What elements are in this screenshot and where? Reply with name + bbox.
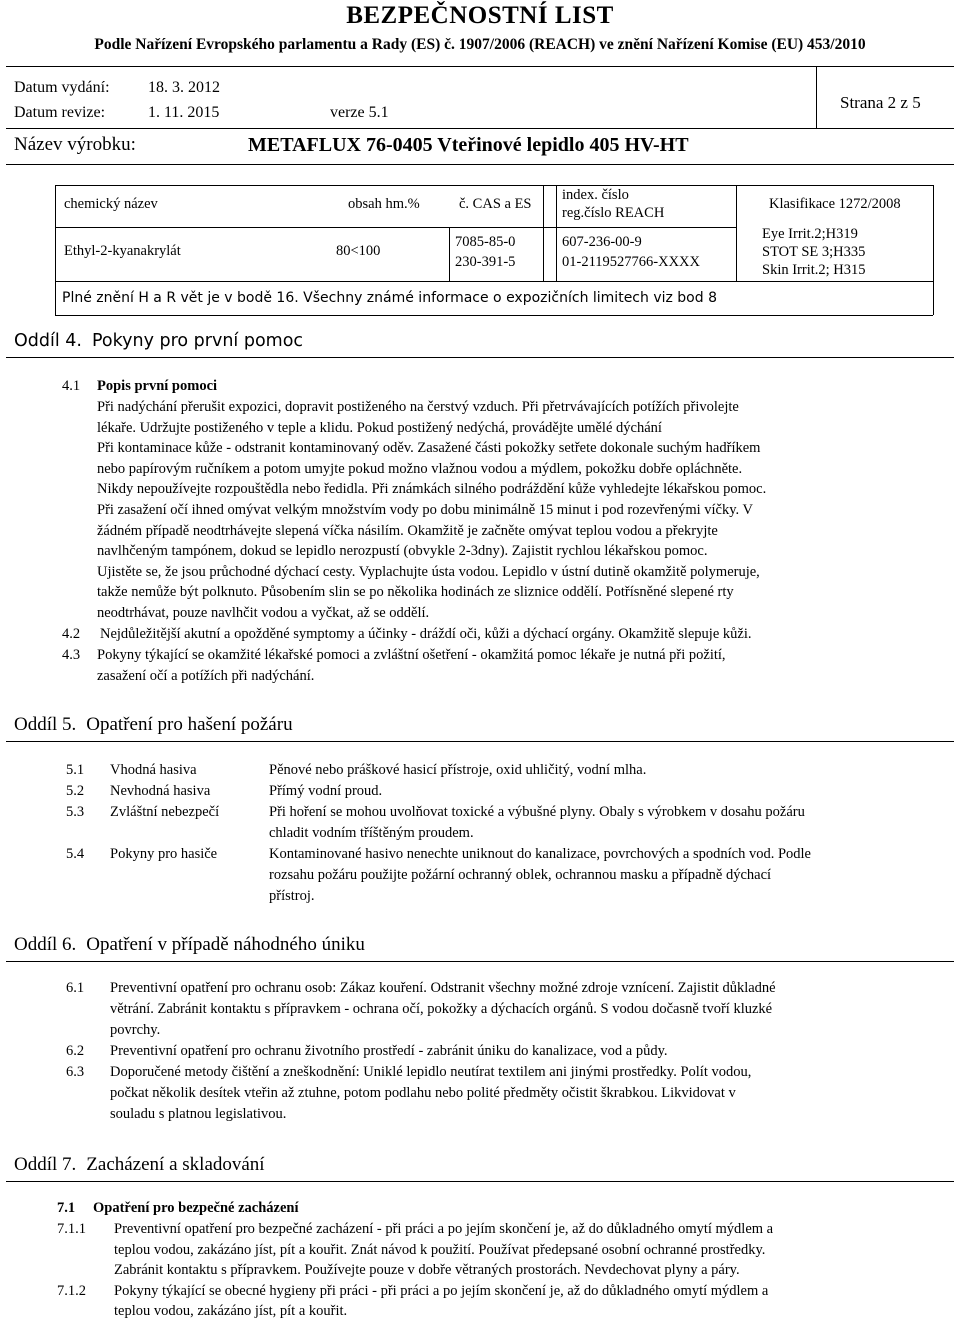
section-4-number: Oddíl 4. (14, 331, 82, 351)
subsection-7-1-number: 7.1 (57, 1200, 76, 1216)
handling-item-text: Zabránit kontaktu s přípravkem. Používejte pouze v dobře větraných prostorách. Nevdechovat plyny a páry. (114, 1262, 740, 1279)
subsection-4-3-line-1: Pokyny týkající se okamžité lékařské pomoci a zvláštní ošetření - okamžitá pomoc lékaře je nutná při požití, (97, 647, 726, 663)
fire-item-text: Při hoření se mohou uvolňovat toxické a výbušné plyny. Obaly s výrobkem v dosahu požáru (269, 804, 805, 820)
section-7-number: Oddíl 7. (14, 1154, 77, 1175)
fire-item-label: Zvláštní nebezpečí (110, 804, 220, 820)
first-aid-line: Při kontaminace kůže - odstranit kontaminovaný oděv. Zasažené části pokožky setřete dokonale suchým hadříkem (97, 440, 761, 457)
first-aid-line: žádném případě neodtrhávejte slepená víčka násilím. Okamžitě je začněte omývat teplou vodou a překryjte (97, 522, 718, 539)
cell-index-1: 607-236-00-9 (562, 234, 642, 250)
issue-date: 18. 3. 2012 (148, 79, 220, 96)
section-5-heading (14, 714, 293, 736)
cell-content: 80<100 (336, 243, 381, 259)
fire-item-text: Pěnové nebo práškové hasicí přístroje, oxid uhličitý, vodní mlha. (269, 762, 647, 778)
subsection-4-2-text: Nejdůležitější akutní a opožděné symptomy a účinky - dráždí oči, kůži a dýchací orgány. Okamžitě slepuje kůži. (100, 626, 752, 642)
first-aid-line: navlhčeným tampónem, dokud se lepidlo nerozpustí (obvykle 2-3dny). Zajistit rychlou lékařskou pomoc. (97, 543, 708, 560)
revision-date-label: Datum revize: (14, 104, 106, 121)
release-item-number: 6.3 (66, 1064, 85, 1080)
handling-item-text: Preventivní opatření pro bezpečné zacházení - při práci a po jejím skončení je, až do důkladného omytí mýdlem a (114, 1221, 774, 1237)
section-6-rule (6, 961, 954, 962)
section-7-rule (6, 1181, 954, 1182)
subsection-4-3-line-2: zasažení očí a potížích při nadýchání. (97, 668, 315, 684)
first-aid-line: takže nemůže být polknuto. Působením slin se po několika hodinách ze sliznice oddělí. Potřísněné slepené rty (97, 584, 734, 601)
section-7-heading (14, 1154, 265, 1176)
first-aid-line: neodtrhávat, pouze navlhčit vodou a vyčkat, až se oddělí. (97, 605, 430, 621)
header-reach: reg.číslo REACH (562, 205, 665, 221)
section-4-heading (14, 331, 303, 351)
subsection-7-1-title: Opatření pro bezpečné zacházení (93, 1200, 299, 1216)
section-5-rule (6, 741, 954, 742)
header-classification: Klasifikace 1272/2008 (769, 196, 901, 212)
product-label: Název výrobku: (14, 134, 136, 155)
issue-date-label: Datum vydání: (14, 79, 110, 96)
header-chem-name: chemický název (64, 196, 158, 212)
header-content: obsah hm.% (348, 196, 420, 212)
fire-item-text: Kontaminované hasivo nenechte uniknout do kanalizace, povrchových a spodních vod. Podle (269, 846, 811, 862)
handling-item-number: 7.1.2 (57, 1282, 86, 1299)
first-aid-line: lékaře. Udržujte postiženého v teple a klidu. Pokud postižený nedýchá, provádějte umělé dýchání (97, 419, 662, 436)
cell-chem-name: Ethyl-2-kyanakrylát (64, 243, 181, 259)
cell-class-1: Eye Irrit.2;H319 (762, 226, 858, 242)
first-aid-line: Ujistěte se, že jsou průchodné dýchací cesty. Vyplachujte ústa vodou. Lepidlo v ústní dutině okamžitě polymeruje, (97, 563, 760, 580)
subsection-4-1-number: 4.1 (62, 378, 81, 394)
section-7-title: Zacházení a skladování (86, 1154, 265, 1175)
cell-index-2: 01-2119527766-XXXX (562, 254, 701, 270)
cell-cas-2: 230-391-5 (455, 254, 516, 270)
section-5-title: Opatření pro hašení požáru (86, 714, 293, 735)
section-6-heading (14, 934, 365, 956)
handling-item-number: 7.1.1 (57, 1221, 86, 1237)
section-6-title: Opatření v případě náhodného úniku (86, 934, 365, 955)
header-index: index. číslo (562, 187, 629, 203)
fire-item-text: Přímý vodní proud. (269, 783, 383, 799)
document-subtitle: Podle Nařízení Evropského parlamentu a Rady (ES) č. 1907/2006 (REACH) ve znění Nařízení Komise (EU) 453/2010 (94, 36, 866, 53)
header-divider-top (6, 66, 954, 67)
handling-item-text: Pokyny týkající se obecné hygieny při práci - při práci a po jejím skončení je, až do důkladného omytí mýdlem a (114, 1282, 769, 1299)
first-aid-line: Při zasažení očí ihned omývat velkým množstvím vody po dobu minimálně 15 minut i pod rozevřenými víčky. V (97, 502, 754, 518)
subsection-4-3-number: 4.3 (62, 647, 81, 663)
release-item-number: 6.2 (66, 1043, 85, 1059)
cell-class-3: Skin Irrit.2; H315 (762, 262, 866, 278)
first-aid-line: Při nadýchání přerušit expozici, dopravit postiženého na čerstvý vzduch. Při přetrvávajících potížích přivolejte (97, 399, 739, 415)
composition-note: Plné znění H a R vět je v bodě 16. Všechny známé informace o expozičních limitech viz bod 8 (62, 290, 717, 306)
release-item-text: souladu s platnou legislativou. (110, 1106, 287, 1122)
fire-item-label: Pokyny pro hasiče (110, 846, 218, 862)
fire-item-text: chladit vodním tříštěným proudem. (269, 825, 474, 841)
fire-item-text: rozsahu požáru použijte požární ochranný oblek, ochrannou masku a případně dýchací (269, 867, 772, 883)
fire-item-number: 5.3 (66, 804, 85, 820)
handling-item-text: teplou vodou, zakázáno jíst, pít a kouřit. Znát návod k použití. Používat předepsané osobní ochranné prostředky. (114, 1241, 766, 1258)
fire-item-label: Nevhodná hasiva (110, 783, 211, 799)
release-item-text: Preventivní opatření pro ochranu osob: Zákaz kouření. Odstranit všechny možné zdroje vznícení. Zajistit důkladné (110, 980, 776, 996)
release-item-text: Doporučené metody čištění a zneškodnění: Uniklé lepidlo neutírat textilem ani jinými prostředky. Polít vodou, (110, 1064, 752, 1080)
release-item-number: 6.1 (66, 980, 85, 996)
header-cas: č. CAS a ES (459, 196, 532, 212)
section-5-number: Oddíl 5. (14, 714, 77, 735)
page-number: Strana 2 z 5 (840, 93, 921, 112)
subsection-4-1-title: Popis první pomoci (97, 378, 218, 394)
first-aid-line: nebo papírovým ručníkem a potom umyjte pokud možno vlažnou vodou a mýdlem, pokožku dobře opláchněte. (97, 460, 743, 477)
cell-class-2: STOT SE 3;H335 (762, 244, 866, 260)
fire-item-text: přístroj. (269, 888, 315, 904)
first-aid-line: Nikdy nepoužívejte rozpouštědla nebo ředidla. Při známkách silného podráždění kůže vyhledejte lékařskou pomoc. (97, 481, 767, 498)
fire-item-number: 5.4 (66, 846, 85, 862)
release-item-text: počkat několik desítek vteřin až ztuhne, potom podlahu nebo polité předměty očistit škrabkou. Likvidovat v (110, 1085, 736, 1101)
header-divider-bottom (6, 164, 954, 165)
release-item-text: větrání. Zabránit kontaktu s přípravkem - ochrana očí, pokožky a dýchacích orgánů. S vodou dočasně tvoří kluzké (110, 1001, 773, 1017)
section-4-rule (6, 357, 954, 358)
page-box-divider (816, 66, 817, 128)
fire-item-number: 5.1 (66, 762, 85, 778)
header-divider-mid (6, 128, 954, 129)
fire-item-number: 5.2 (66, 783, 85, 799)
handling-item-text: teplou vodou, zakázáno jíst, pít a kouřit. (114, 1303, 348, 1320)
product-name: METAFLUX 76-0405 Vteřinové lepidlo 405 HV-HT (248, 134, 689, 156)
section-6-number: Oddíl 6. (14, 934, 77, 955)
cell-cas-1: 7085-85-0 (455, 234, 516, 250)
document-title: BEZPEČNOSTNÍ LIST (346, 2, 614, 29)
subsection-4-2-number: 4.2 (62, 626, 81, 642)
section-4-title: Pokyny pro první pomoc (91, 331, 304, 351)
revision-date: 1. 11. 2015 (148, 104, 220, 121)
release-item-text: Preventivní opatření pro ochranu životního prostředí - zabránit úniku do kanalizace, vod a půdy. (110, 1043, 668, 1059)
version: verze 5.1 (330, 104, 389, 121)
fire-item-label: Vhodná hasiva (110, 762, 197, 778)
release-item-text: povrchy. (110, 1022, 161, 1038)
